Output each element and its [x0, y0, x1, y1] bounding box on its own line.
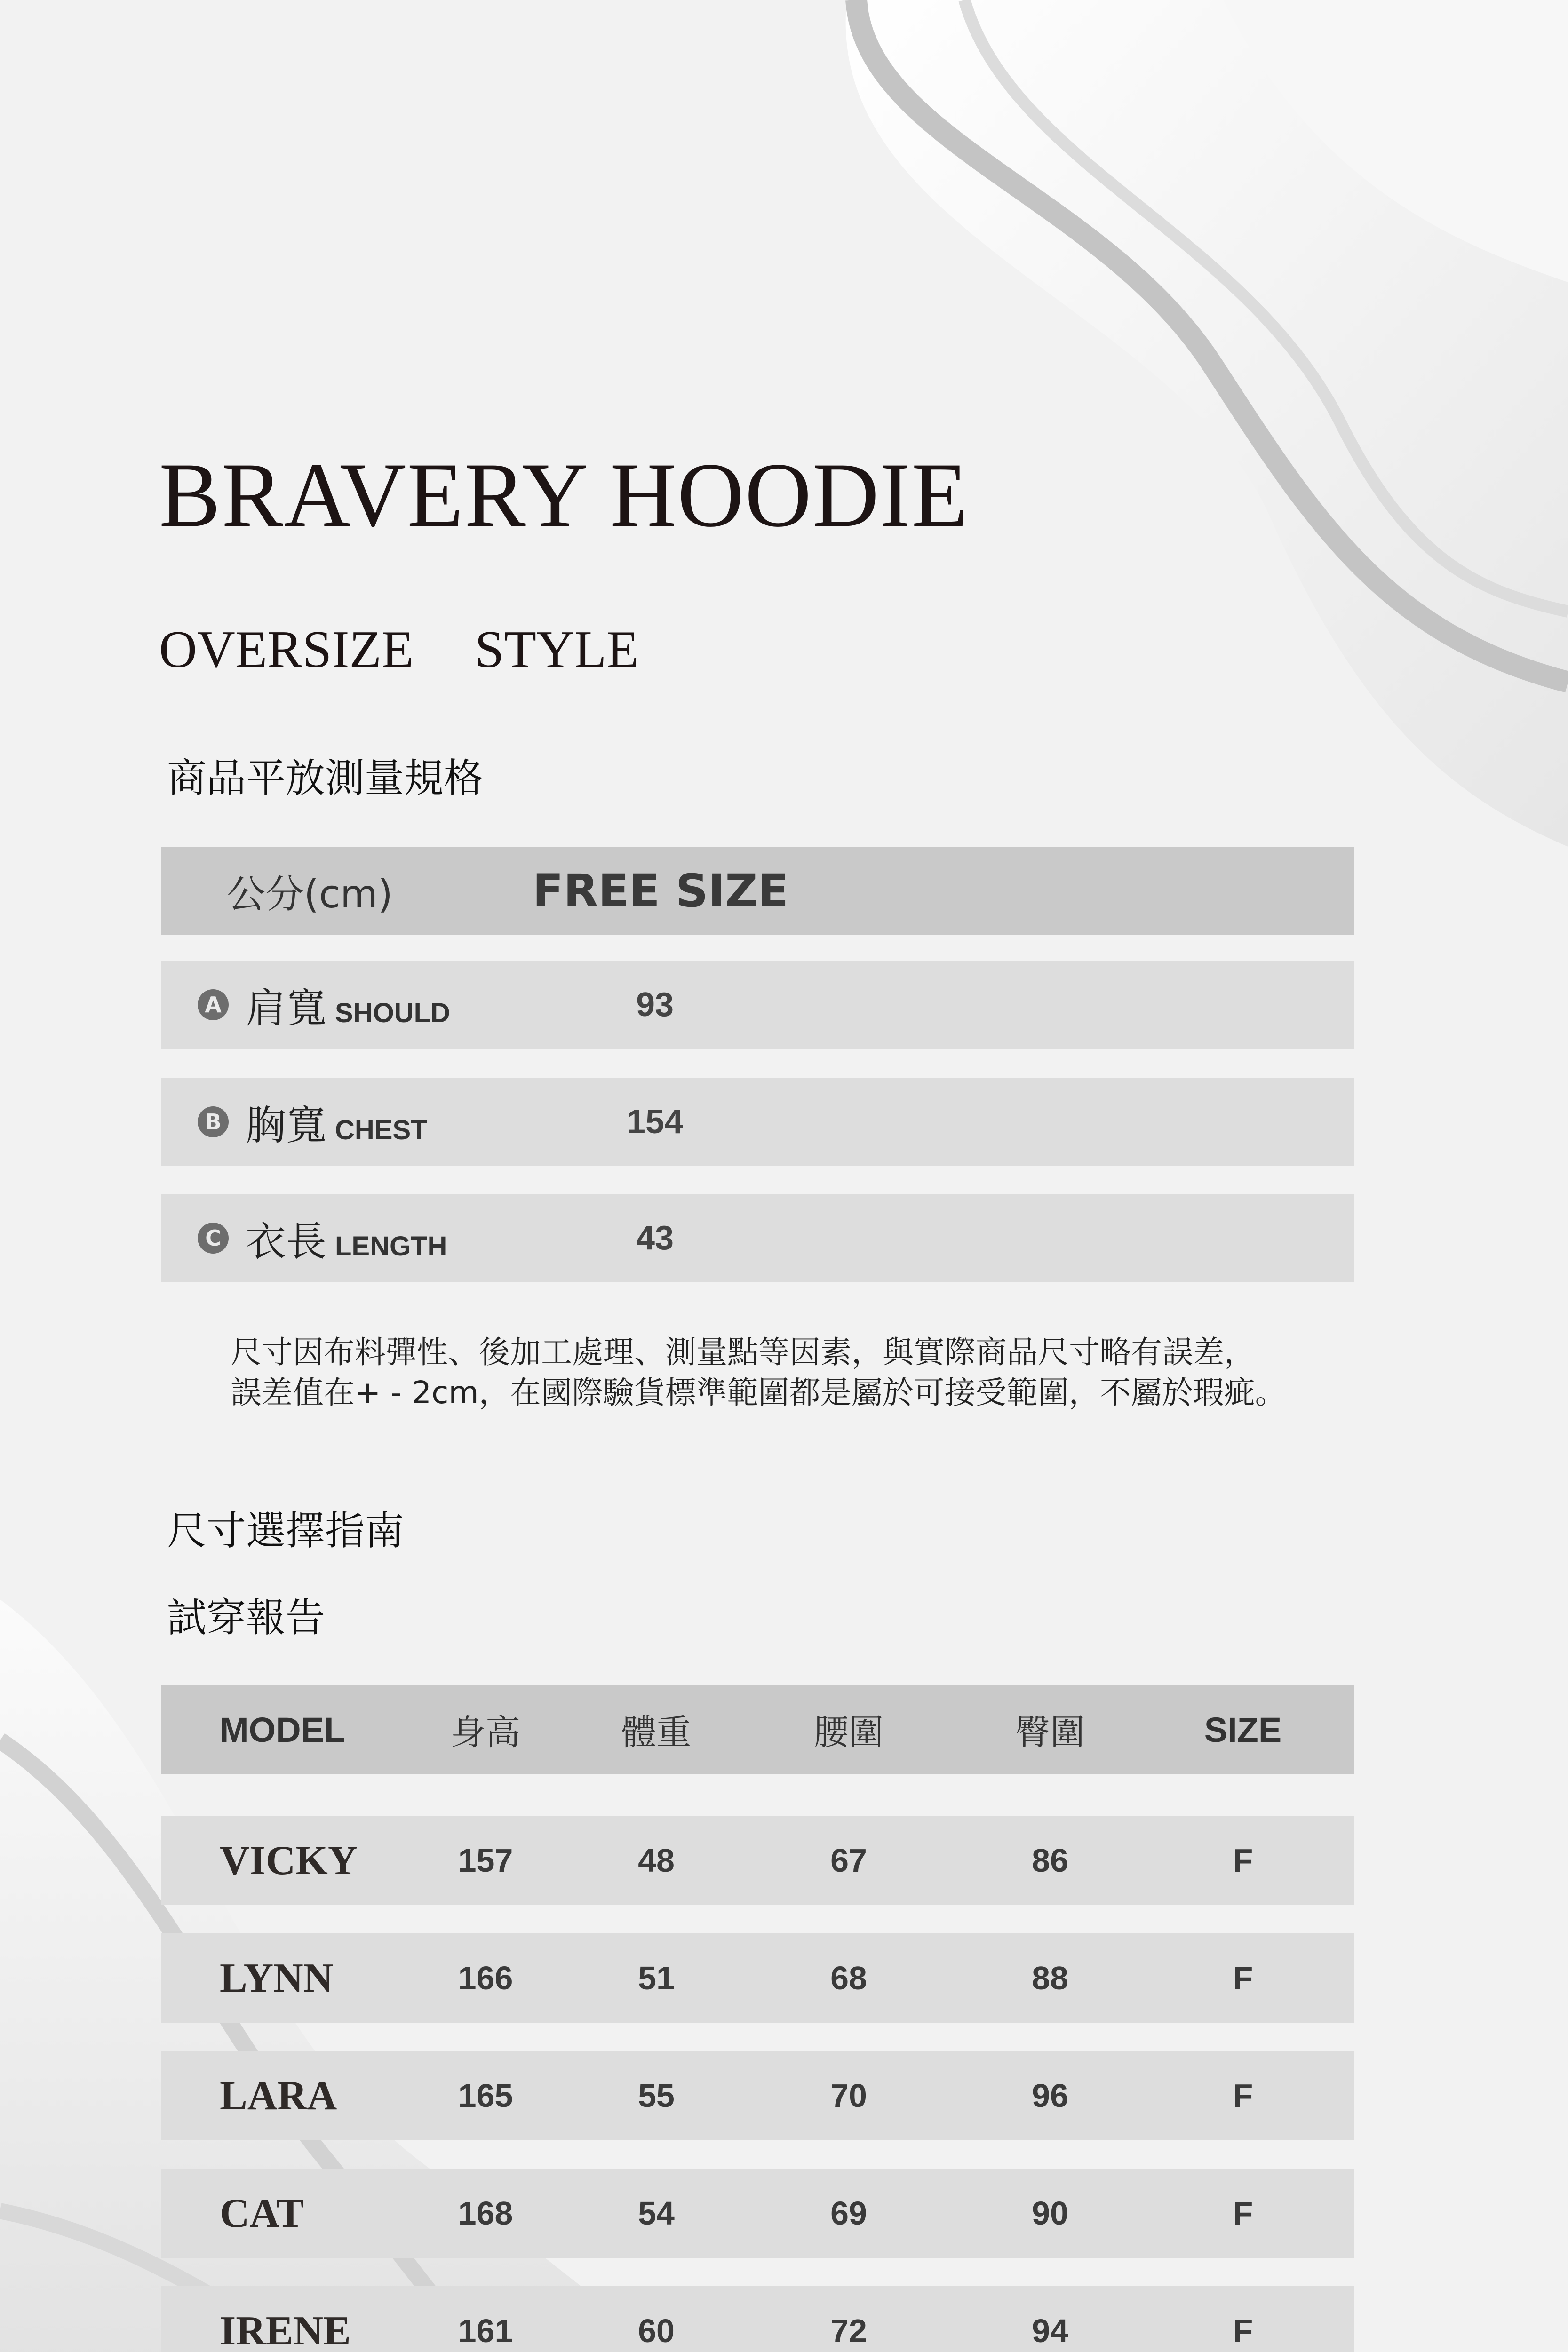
model-size: F — [1233, 2077, 1253, 2114]
subtitle-fit: OVERSIZE — [159, 620, 414, 679]
model-waist: 68 — [830, 1960, 867, 1996]
model-hip: 88 — [1032, 1960, 1068, 1996]
table-row — [161, 2169, 1354, 2258]
header-model: MODEL — [220, 1710, 346, 1749]
shoulder-label: 肩寬 SHOULD — [246, 985, 450, 1032]
badge-a-icon: A — [198, 989, 229, 1020]
table-row — [161, 1816, 1354, 1905]
model-waist: 70 — [830, 2077, 867, 2114]
length-label: 衣長 LENGTH — [246, 1218, 447, 1265]
model-height: 166 — [458, 1960, 513, 1996]
product-subtitle — [159, 620, 639, 679]
model-waist: 67 — [830, 1842, 867, 1879]
size-row-chest — [161, 1078, 1354, 1166]
report-heading: 試穿報告 — [167, 1595, 326, 1641]
measure-heading: 商品平放測量規格 — [167, 755, 484, 801]
model-height: 157 — [458, 1842, 513, 1879]
model-height: 165 — [458, 2077, 513, 2114]
subtitle-style: STYLE — [475, 620, 639, 679]
model-waist: 72 — [830, 2312, 867, 2349]
header-weight: 體重 — [621, 1712, 691, 1753]
table-row — [161, 2286, 1354, 2352]
header-hip: 臀圍 — [1015, 1712, 1085, 1753]
model-weight: 60 — [638, 2312, 675, 2349]
model-waist: 69 — [830, 2195, 867, 2232]
header-size: SIZE — [1204, 1710, 1282, 1749]
model-name: LYNN — [220, 1955, 334, 2001]
chest-label: 胸寬 CHEST — [246, 1102, 428, 1149]
model-weight: 54 — [638, 2195, 675, 2232]
free-size-label: FREE SIZE — [533, 865, 789, 917]
model-size: F — [1233, 2312, 1253, 2349]
guide-heading: 尺寸選擇指南 — [167, 1508, 405, 1554]
model-weight: 48 — [638, 1842, 675, 1879]
header-waist: 腰圍 — [814, 1712, 883, 1753]
model-name: IRENE — [220, 2308, 351, 2352]
model-size: F — [1233, 1842, 1253, 1879]
model-size: F — [1233, 2195, 1253, 2232]
model-weight: 55 — [638, 2077, 675, 2114]
table-row — [161, 1933, 1354, 2023]
size-table-header — [161, 847, 1354, 935]
unit-label: 公分(cm) — [227, 872, 393, 917]
model-weight: 51 — [638, 1960, 675, 1996]
badge-b-icon: B — [198, 1106, 229, 1137]
table-row — [161, 2051, 1354, 2140]
model-name: LARA — [220, 2073, 337, 2119]
model-hip: 94 — [1032, 2312, 1068, 2349]
size-row-length — [161, 1194, 1354, 1282]
model-size: F — [1233, 1960, 1253, 1996]
model-name: VICKY — [220, 1837, 358, 1883]
model-hip: 86 — [1032, 1842, 1068, 1879]
badge-c-icon: C — [198, 1223, 229, 1254]
header-height: 身高 — [451, 1712, 520, 1753]
model-height: 168 — [458, 2195, 513, 2232]
size-row-shoulder — [161, 961, 1354, 1049]
model-hip: 90 — [1032, 2195, 1068, 2232]
product-title: BRAVERY HOODIE — [159, 444, 969, 546]
model-hip: 96 — [1032, 2077, 1068, 2114]
model-name: CAT — [220, 2190, 304, 2236]
model-table-header — [161, 1685, 1354, 1774]
measure-note: 尺寸因布料彈性、後加工處理、測量點等因素，與實際商品尺寸略有誤差， 誤差值在+ - 2cm，在國際驗貨標準範圍都是屬於可接受範圍，不屬於瑕疵。 — [231, 1334, 1286, 1411]
model-height: 161 — [458, 2312, 513, 2349]
chest-value: 154 — [626, 1103, 684, 1141]
length-value: 43 — [636, 1219, 674, 1257]
shoulder-value: 93 — [636, 986, 674, 1024]
